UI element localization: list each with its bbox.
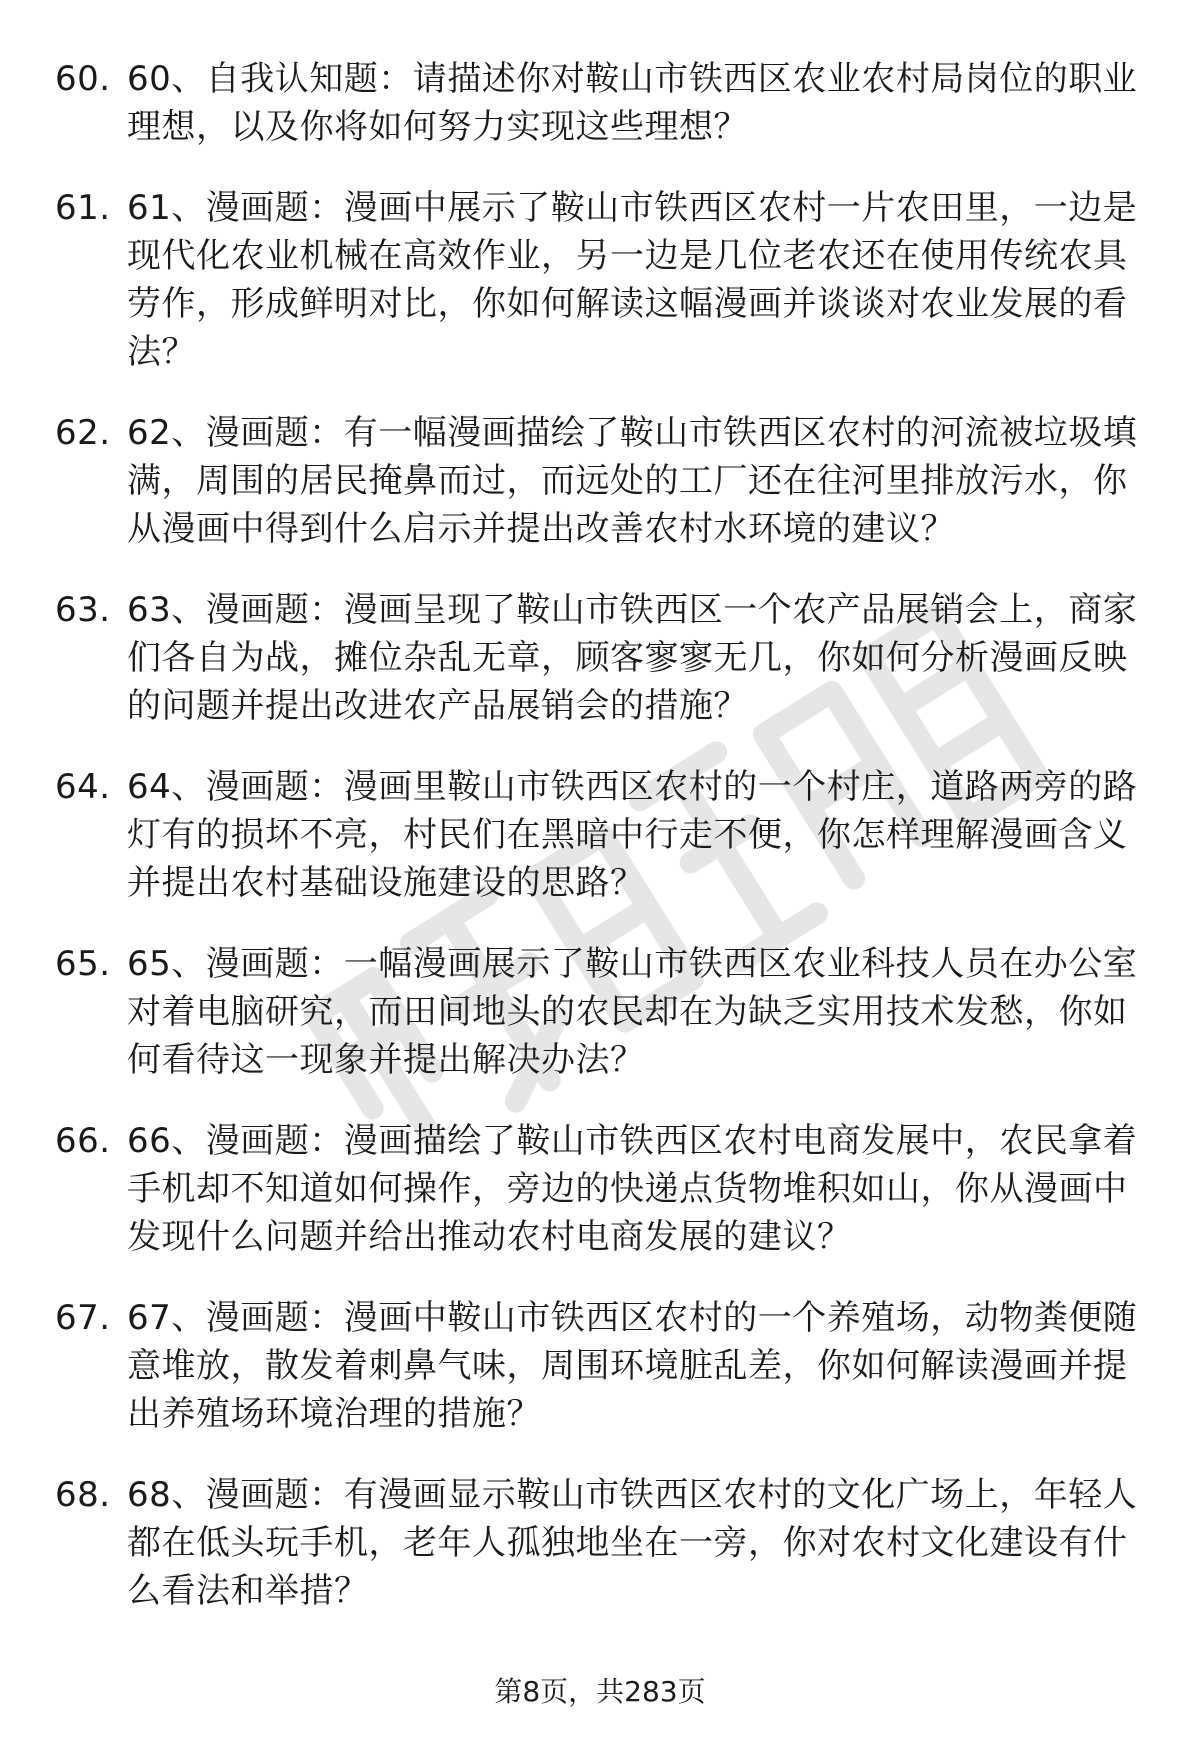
question-item	[55, 763, 1155, 907]
question-text: 67、漫画题：漫画中鞍山市铁西区农村的一个养殖场，动物粪便随意堆放，散发着刺鼻气味，周围环境脏乱差，你如何解读漫画并提出养殖场环境治理的措施？	[127, 1298, 1138, 1434]
question-item	[55, 586, 1155, 730]
question-text: 63、漫画题：漫画呈现了鞍山市铁西区一个农产品展销会上，商家们各自为战，摊位杂乱无章，顾客寥寥无几，你如何分析漫画反映的问题并提出改进农产品展销会的措施？	[127, 590, 1138, 726]
question-item	[55, 940, 1155, 1084]
question-text: 60、自我认知题：请描述你对鞍山市铁西区农业农村局岗位的职业理想，以及你将如何努力实现这些理想？	[127, 59, 1138, 147]
question-number: 68.	[55, 1475, 111, 1515]
question-text: 62、漫画题：有一幅漫画描绘了鞍山市铁西区农村的河流被垃圾填满，周围的居民掩鼻而过，而远处的工厂还在往河里排放污水，你从漫画中得到什么启示并提出改善农村水环境的建议？	[127, 413, 1138, 549]
question-item	[55, 409, 1155, 553]
question-item	[55, 184, 1155, 376]
question-number: 62.	[55, 413, 111, 453]
question-number: 64.	[55, 767, 111, 807]
question-text: 68、漫画题：有漫画显示鞍山市铁西区农村的文化广场上，年轻人都在低头玩手机，老年人孤独地坐在一旁，你对农村文化建设有什么看法和举措？	[127, 1475, 1138, 1611]
page-number-footer: 第8页，共283页	[494, 1675, 706, 1708]
question-list	[55, 55, 1155, 1648]
question-number: 60.	[55, 59, 111, 99]
question-text: 61、漫画题：漫画中展示了鞍山市铁西区农村一片农田里，一边是现代化农业机械在高效作业，另一边是几位老农还在使用传统农具劳作，形成鲜明对比，你如何解读这幅漫画并谈谈对农业发展的看法？	[127, 188, 1138, 372]
question-item	[55, 55, 1155, 151]
question-item	[55, 1471, 1155, 1615]
question-text: 64、漫画题：漫画里鞍山市铁西区农村的一个村庄，道路两旁的路灯有的损坏不亮，村民们在黑暗中行走不便，你怎样理解漫画含义并提出农村基础设施建设的思路？	[127, 767, 1138, 903]
question-number: 63.	[55, 590, 111, 630]
question-text: 65、漫画题：一幅漫画展示了鞍山市铁西区农业科技人员在办公室对着电脑研究，而田间地头的农民却在为缺乏实用技术发愁，你如何看待这一现象并提出解决办法？	[127, 944, 1138, 1080]
question-number: 66.	[55, 1121, 111, 1161]
question-text: 66、漫画题：漫画描绘了鞍山市铁西区农村电商发展中，农民拿着手机却不知道如何操作，旁边的快递点货物堆积如山，你从漫画中发现什么问题并给出推动农村电商发展的建议？	[127, 1121, 1138, 1257]
question-item	[55, 1294, 1155, 1438]
question-item	[55, 1117, 1155, 1261]
question-number: 67.	[55, 1298, 111, 1338]
question-number: 61.	[55, 188, 111, 228]
question-number: 65.	[55, 944, 111, 984]
